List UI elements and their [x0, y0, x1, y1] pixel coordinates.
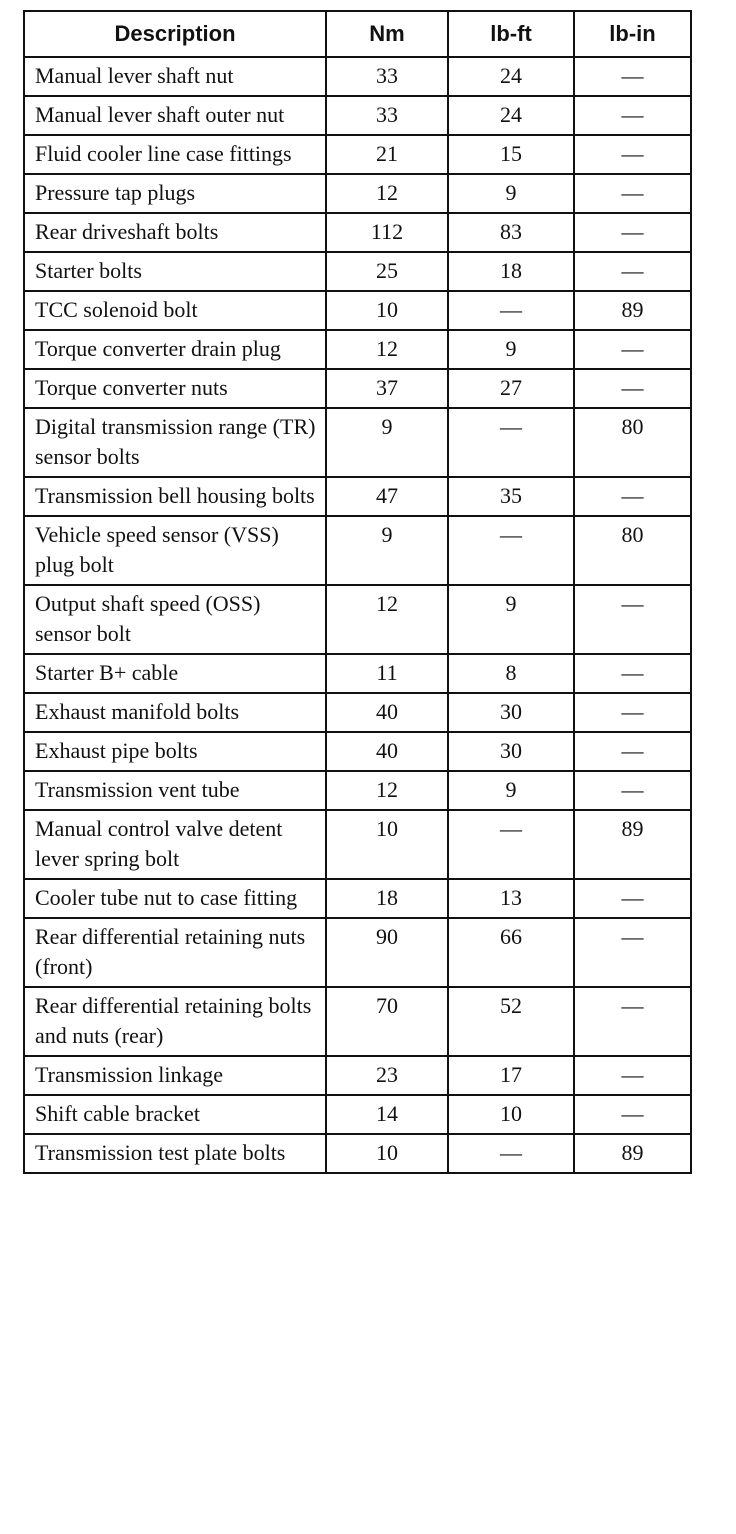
row-lbin-value: —	[574, 369, 691, 408]
row-lbft-value: 10	[448, 1095, 574, 1134]
table-row	[24, 1095, 691, 1134]
row-lbft-value: 27	[448, 369, 574, 408]
row-nm-value: 10	[326, 810, 448, 879]
table-row	[24, 252, 691, 291]
row-lbin-value: —	[574, 213, 691, 252]
row-lbft-value: —	[448, 408, 574, 477]
row-description: Rear differential retaining bolts and nuts (rear)	[24, 987, 326, 1056]
table-row	[24, 771, 691, 810]
row-lbin-value: —	[574, 135, 691, 174]
row-lbft-value: 30	[448, 693, 574, 732]
table-row	[24, 585, 691, 654]
row-description: Exhaust manifold bolts	[24, 693, 326, 732]
row-description: Starter bolts	[24, 252, 326, 291]
row-nm-value: 33	[326, 57, 448, 96]
row-lbft-value: 9	[448, 330, 574, 369]
row-description: Pressure tap plugs	[24, 174, 326, 213]
row-description: Vehicle speed sensor (VSS) plug bolt	[24, 516, 326, 585]
table-row	[24, 408, 691, 477]
row-nm-value: 14	[326, 1095, 448, 1134]
row-lbft-value: —	[448, 1134, 574, 1173]
row-description: Torque converter nuts	[24, 369, 326, 408]
row-lbft-value: 13	[448, 879, 574, 918]
row-nm-value: 112	[326, 213, 448, 252]
row-lbin-value: 89	[574, 810, 691, 879]
torque-spec-table	[23, 10, 692, 1174]
row-nm-value: 11	[326, 654, 448, 693]
row-description: Digital transmission range (TR) sensor bolts	[24, 408, 326, 477]
row-nm-value: 21	[326, 135, 448, 174]
row-lbin-value: —	[574, 879, 691, 918]
row-description: Shift cable bracket	[24, 1095, 326, 1134]
row-description: Manual control valve detent lever spring bolt	[24, 810, 326, 879]
row-lbft-value: 24	[448, 57, 574, 96]
table-row	[24, 810, 691, 879]
row-nm-value: 9	[326, 516, 448, 585]
table-row	[24, 1056, 691, 1095]
header-lbin: lb-in	[574, 11, 691, 57]
row-lbft-value: 24	[448, 96, 574, 135]
row-description: Manual lever shaft outer nut	[24, 96, 326, 135]
row-lbft-value: —	[448, 291, 574, 330]
table-row	[24, 516, 691, 585]
row-nm-value: 18	[326, 879, 448, 918]
row-description: Exhaust pipe bolts	[24, 732, 326, 771]
row-description: Transmission test plate bolts	[24, 1134, 326, 1173]
table-row	[24, 918, 691, 987]
table-row	[24, 135, 691, 174]
table-row	[24, 174, 691, 213]
row-nm-value: 47	[326, 477, 448, 516]
table-row	[24, 57, 691, 96]
row-description: Cooler tube nut to case fitting	[24, 879, 326, 918]
row-nm-value: 12	[326, 585, 448, 654]
row-description: Transmission linkage	[24, 1056, 326, 1095]
row-description: Transmission vent tube	[24, 771, 326, 810]
row-description: Torque converter drain plug	[24, 330, 326, 369]
row-nm-value: 40	[326, 693, 448, 732]
row-lbin-value: 89	[574, 291, 691, 330]
row-nm-value: 37	[326, 369, 448, 408]
row-nm-value: 90	[326, 918, 448, 987]
row-lbft-value: 83	[448, 213, 574, 252]
header-row	[24, 11, 691, 57]
row-nm-value: 40	[326, 732, 448, 771]
row-lbin-value: —	[574, 1095, 691, 1134]
table-row	[24, 654, 691, 693]
row-lbft-value: 52	[448, 987, 574, 1056]
table-row	[24, 291, 691, 330]
header-description: Description	[24, 11, 326, 57]
row-lbin-value: —	[574, 252, 691, 291]
table-row	[24, 987, 691, 1056]
table-row	[24, 879, 691, 918]
row-nm-value: 70	[326, 987, 448, 1056]
row-lbin-value: —	[574, 732, 691, 771]
table-row	[24, 477, 691, 516]
row-nm-value: 9	[326, 408, 448, 477]
row-description: Starter B+ cable	[24, 654, 326, 693]
row-lbft-value: 30	[448, 732, 574, 771]
row-description: Rear driveshaft bolts	[24, 213, 326, 252]
row-nm-value: 10	[326, 1134, 448, 1173]
row-description: Fluid cooler line case fittings	[24, 135, 326, 174]
table-row	[24, 732, 691, 771]
row-lbft-value: 8	[448, 654, 574, 693]
header-nm: Nm	[326, 11, 448, 57]
row-description: Manual lever shaft nut	[24, 57, 326, 96]
table-row	[24, 213, 691, 252]
row-lbin-value: —	[574, 585, 691, 654]
row-nm-value: 12	[326, 771, 448, 810]
row-nm-value: 12	[326, 330, 448, 369]
row-nm-value: 23	[326, 1056, 448, 1095]
row-lbin-value: —	[574, 174, 691, 213]
row-nm-value: 10	[326, 291, 448, 330]
row-lbin-value: 80	[574, 408, 691, 477]
table-row	[24, 693, 691, 732]
row-lbft-value: 17	[448, 1056, 574, 1095]
row-nm-value: 12	[326, 174, 448, 213]
row-lbin-value: 80	[574, 516, 691, 585]
table-row	[24, 96, 691, 135]
row-lbft-value: —	[448, 516, 574, 585]
header-lbft: lb-ft	[448, 11, 574, 57]
row-lbin-value: —	[574, 57, 691, 96]
row-nm-value: 25	[326, 252, 448, 291]
row-lbin-value: —	[574, 1056, 691, 1095]
table-row	[24, 1134, 691, 1173]
row-lbft-value: 9	[448, 585, 574, 654]
row-lbft-value: 15	[448, 135, 574, 174]
row-lbft-value: 66	[448, 918, 574, 987]
row-description: Output shaft speed (OSS) sensor bolt	[24, 585, 326, 654]
row-lbft-value: 35	[448, 477, 574, 516]
table-row	[24, 369, 691, 408]
row-lbin-value: 89	[574, 1134, 691, 1173]
row-description: TCC solenoid bolt	[24, 291, 326, 330]
row-lbft-value: 9	[448, 771, 574, 810]
row-lbin-value: —	[574, 330, 691, 369]
row-lbft-value: 18	[448, 252, 574, 291]
row-lbin-value: —	[574, 771, 691, 810]
row-nm-value: 33	[326, 96, 448, 135]
row-lbin-value: —	[574, 96, 691, 135]
table-body	[24, 57, 691, 1173]
row-description: Rear differential retaining nuts (front)	[24, 918, 326, 987]
row-lbin-value: —	[574, 654, 691, 693]
table-row	[24, 330, 691, 369]
row-lbft-value: —	[448, 810, 574, 879]
row-lbin-value: —	[574, 987, 691, 1056]
row-lbft-value: 9	[448, 174, 574, 213]
row-description: Transmission bell housing bolts	[24, 477, 326, 516]
row-lbin-value: —	[574, 477, 691, 516]
row-lbin-value: —	[574, 918, 691, 987]
row-lbin-value: —	[574, 693, 691, 732]
